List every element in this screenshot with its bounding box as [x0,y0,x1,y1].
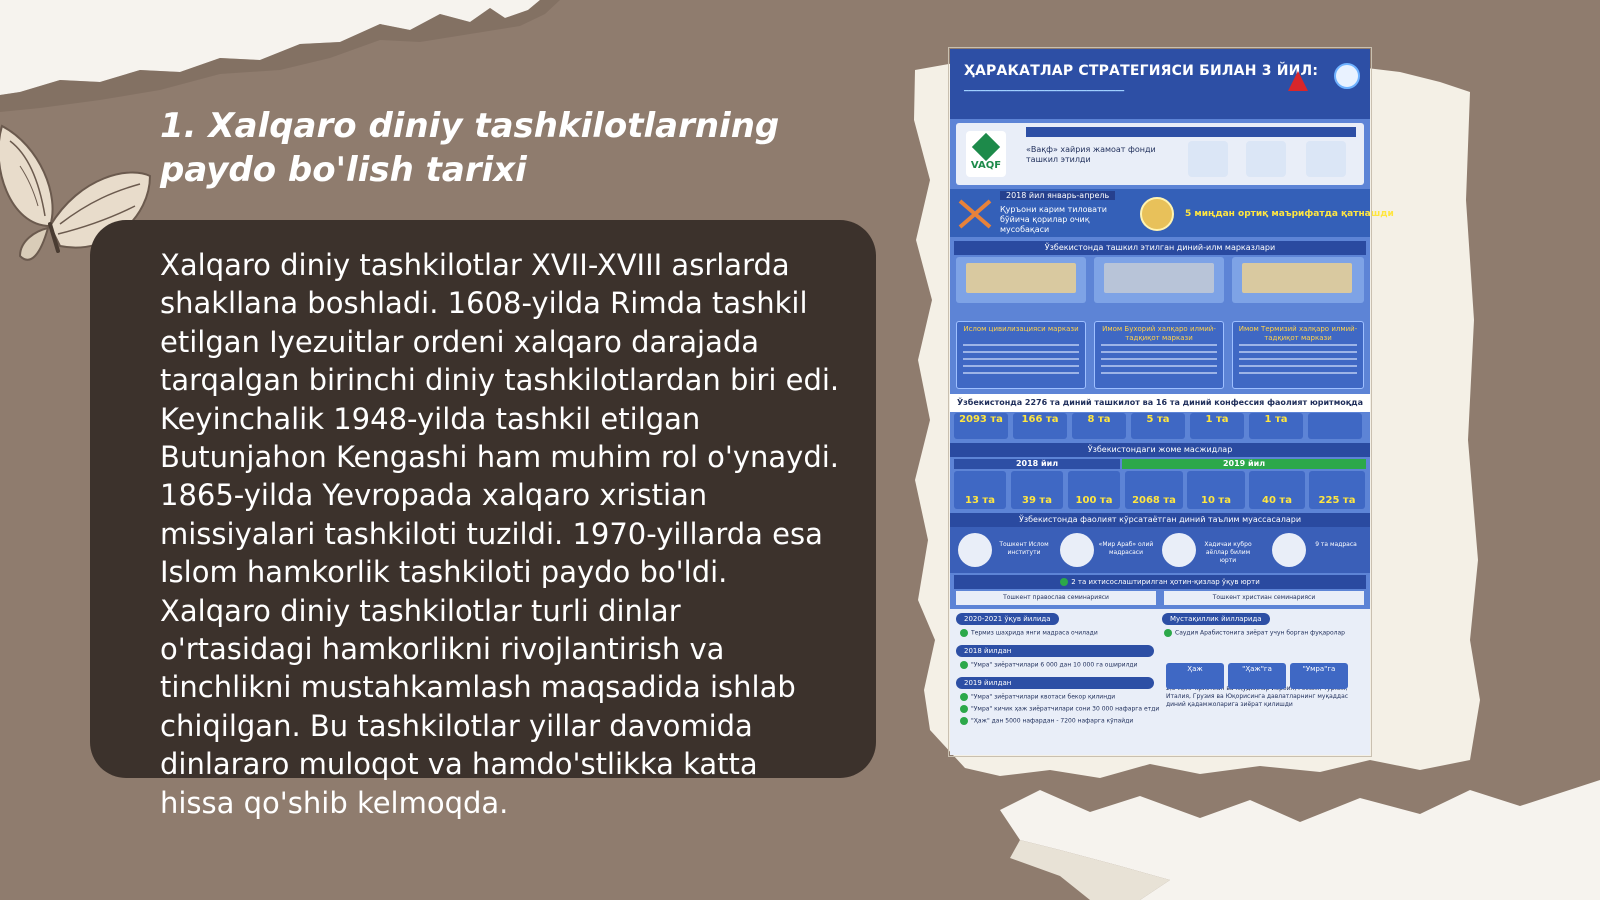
mosque-stat: 40 та [1249,471,1305,509]
pill-label: 2018 йилдан [956,645,1154,657]
center-box-title: Имом Бухорий халқаро илмий-тадқиқот маркази [1102,325,1216,342]
infographic-frame [948,47,1372,757]
edu-label: Хадичаи кубро аёллар билим юрти [1204,541,1252,564]
gold-box: "Ҳаж"га [1228,663,1286,689]
pill-label: 2020-2021 ўқув йилида [956,613,1059,625]
stat-box: 2093 та [954,413,1008,439]
infographic-subtitle: ━━━━━━━━━━━━━━━━━━━━━━━━━━━━━━━━━━━━━━ [964,87,1125,95]
year-2018-label: 2018 йил [954,459,1120,469]
edu-label: «Мир Араб» олий мадрасаси [1098,541,1154,556]
edu-label: 9 та мадраса [1315,541,1357,548]
mosque-stat: 13 та [954,471,1006,509]
participants-text: 5 миңдан ортиқ маърифатда қатнашди [1185,209,1394,219]
stat-box: 166 та [1013,413,1067,439]
mosque-stat: 2068 та [1125,471,1183,509]
note: "Ҳаж" дан 5000 нафардан - 7200 нафарга кўпайди [960,717,1133,725]
slide-title: 1. Xalqaro diniy tashkilotlarning paydo bo'lish tarixi [160,106,780,190]
waqf-text: «Вақф» хайрия жамоат фонди ташкил этилди [1026,145,1156,164]
confession-line: Ўзбекистонда 2276 та диний ташкилот ва 16 та диний конфессия фаолият юритмоқда [950,394,1370,412]
period-label: 2018 йил январь-апрель [1000,191,1115,200]
infographic-title: ҲАРАКАТЛАР СТРАТЕГИЯСИ БИЛАН 3 ЙИЛ: [964,63,1319,79]
stat-box: 1 та [1249,413,1303,439]
edu-label: Тошкент Ислом институти [999,541,1049,556]
bottom-text: Италия, Грузия ва Юқорисинга давлатларнинг муқаддас диний қадамжоларига зиёрат қилишди [1166,693,1349,708]
mosque-stat: 39 та [1011,471,1063,509]
quran-contest-text: Қуръони карим тиловати бўйича қорилар очиқ мусобақаси [1000,205,1107,234]
centers-heading: Ўзбекистонда ташкил этилган диний-илм марказлари [954,241,1366,255]
stat-box: 1 та [1190,413,1244,439]
mosque-stat: 225 та [1309,471,1365,509]
gold-box: Ҳаж [1166,663,1224,689]
year-2019-label: 2019 йил [1122,459,1366,469]
gold-box: "Умра"га [1290,663,1348,689]
slide-body-text: Xalqaro diniy tashkilotlar XVII-XVIII asrlarda shakllana boshladi. 1608-yilda Rimda tashkil etilgan Iyezuitlar ordeni xalqaro darajada tarqalgan birinchi diniy tashkilotlardan biri edi. Keyinchalik 1948-yilda tashkil etilgan Butunjahon Kengashi ham muhim rol o'ynaydi. 1865-yilda Yevropada xalqaro xristian missiyalari tashkiloti tuzildi. 1970-yillarda esa Islom hamkorlik tashkiloti paydo bo'ldi. Xalqaro diniy tashkilotlar turli dinlar o'rtasidagi hamkorlikni rivojlantirish va tinchlikni mustahkamlash maqsadida ishlab chiqilgan. Bu tashkilotlar yillar davomida dinlararo muloqot va hamdo'stlikka katta hissa qo'shib kelmoqda. [160,248,840,820]
torn-paper-top-left [0,0,540,95]
stat-box: 8 та [1072,413,1126,439]
pill-label: Мустақиллик йилларида [1162,613,1270,625]
note: Термиз шаҳрида янги мадраса очилади [960,629,1098,637]
mosques-heading: Ўзбекистондаги жоме масжидлар [950,443,1370,457]
seminary-1: Тошкент православ семинарияси [956,591,1156,605]
note: "Умра" зиёратчилари квотаси бекор қилинди [960,693,1115,701]
mosque-stat: 10 та [1187,471,1245,509]
pill-label: 2019 йилдан [956,677,1154,689]
seminary-2: Тошкент христиан семинарияси [1164,591,1364,605]
education-heading: Ўзбекистонда фаолият кўрсатаётган диний таълим муассасалари [950,513,1370,527]
note: Саудия Арабистонига зиёрат учун борган фуқаролар [1164,629,1345,637]
center-box-title: Ислом цивилизацияси маркази [963,325,1079,333]
mosque-stat: 100 та [1068,471,1120,509]
note: "Умра" зиёратчилари 6 000 дан 10 000 га оширилди [960,661,1137,669]
note: "Умра" кичик ҳаж зиёратчилари сони 30 000 нафарга етди [960,705,1159,713]
seminary-heading: 2 та ихтисослаштирилган ҳотин-қизлар ўқув юрти [954,575,1366,589]
stat-box: 5 та [1131,413,1185,439]
waqf-logo-icon: VAQF [966,131,1006,177]
center-box-title: Имом Термизий халқаро илмий-тадқиқот маркази [1238,325,1358,342]
